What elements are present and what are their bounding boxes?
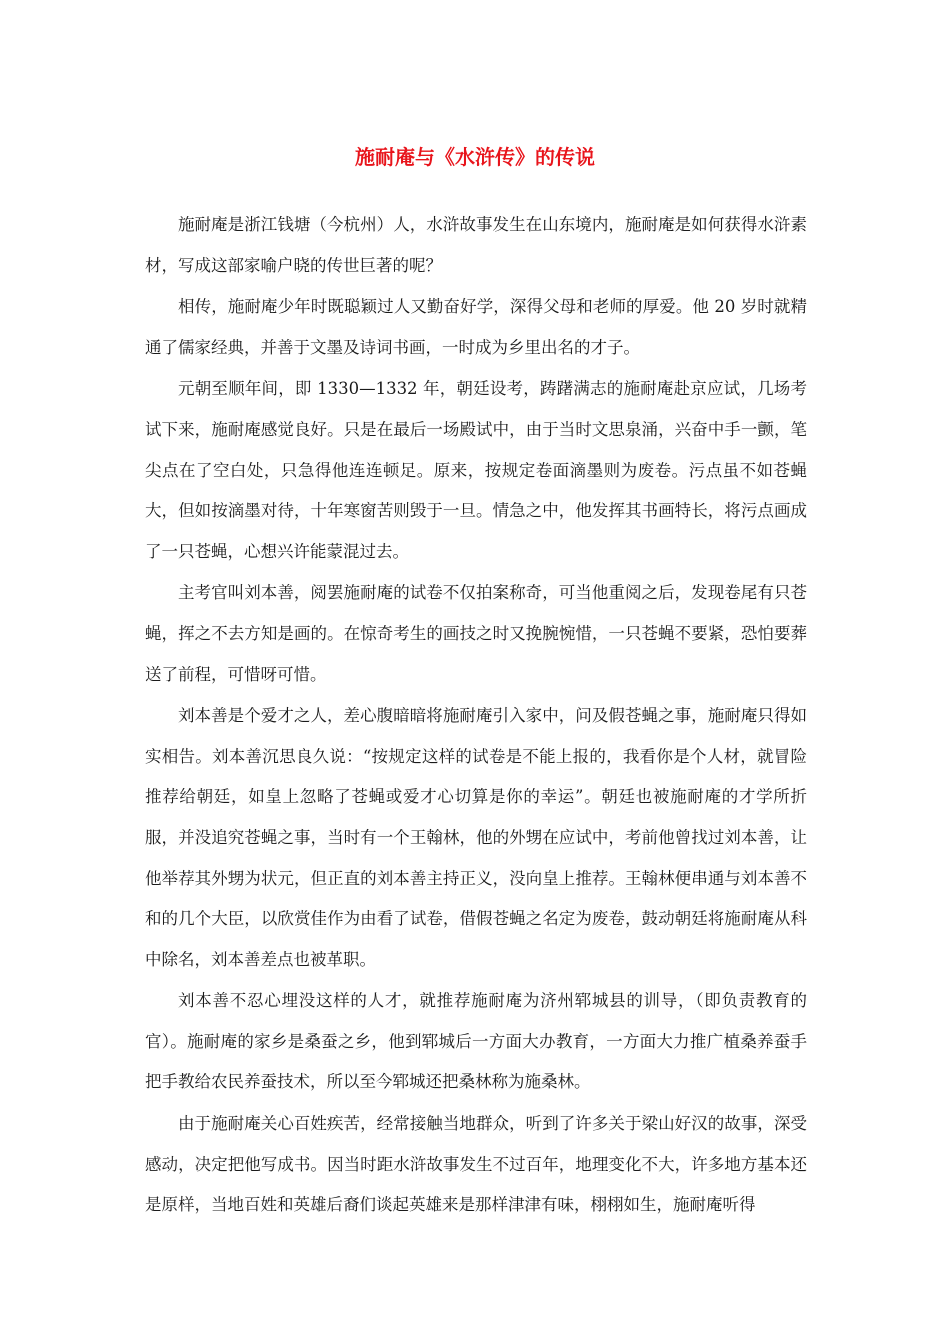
document-body: [145, 205, 807, 1227]
paragraph: 施耐庵是浙江钱塘（今杭州）人，水浒故事发生在山东境内，施耐庵是如何获得水浒素材，写成这部家喻户晓的传世巨著的呢？: [145, 215, 807, 275]
paragraph: 相传，施耐庵少年时既聪颖过人又勤奋好学，深得父母和老师的厚爱。他 20 岁时就精通了儒家经典，并善于文墨及诗词书画，一时成为乡里出名的才子。: [145, 297, 807, 357]
paragraph: 主考官叫刘本善，阅罢施耐庵的试卷不仅拍案称奇，可当他重阅之后，发现卷尾有只苍蝇，挥之不去方知是画的。在惊奇考生的画技之时又挽腕惋惜，一只苍蝇不要紧，恐怕要葬送了前程，可惜呀可惜。: [145, 583, 807, 684]
paragraph: 元朝至顺年间，即 1330—1332 年，朝廷设考，踌躇满志的施耐庵赴京应试，几场考试下来，施耐庵感觉良好。只是在最后一场殿试中，由于当时文思泉涌，兴奋中手一颤，笔尖点在了空白处，只急得他连连顿足。原来，按规定卷面滴墨则为废卷。污点虽不如苍蝇大，但如按滴墨对待，十年寒窗苦则毁于一旦。情急之中，他发挥其书画特长，将污点画成了一只苍蝇，心想兴许能蒙混过去。: [145, 379, 807, 561]
paragraph: 刘本善不忍心埋没这样的人才，就推荐施耐庵为济州郓城县的训导，（即负责教育的官）。施耐庵的家乡是桑蚕之乡，他到郓城后一方面大办教育，一方面大力推广植桑养蚕手把手教给农民养蚕技术，所以至今郓城还把桑林称为施桑林。: [145, 991, 807, 1092]
paragraph: 由于施耐庵关心百姓疾苦，经常接触当地群众，听到了许多关于梁山好汉的故事，深受感动，决定把他写成书。因当时距水浒故事发生不过百年，地理变化不大，许多地方基本还是原样，当地百姓和英雄后裔们谈起英雄来是那样津津有味，栩栩如生，施耐庵听得: [145, 1114, 807, 1215]
document-title: 施耐庵与《水浒传》的传说: [355, 145, 595, 169]
paragraph: 刘本善是个爱才之人，差心腹暗暗将施耐庵引入家中，问及假苍蝇之事，施耐庵只得如实相告。刘本善沉思良久说：“按规定这样的试卷是不能上报的，我看你是个人材，就冒险推荐给朝廷，如皇上忽略了苍蝇或爱才心切算是你的幸运”。朝廷也被施耐庵的才学所折服，并没追究苍蝇之事，当时有一个王翰林，他的外甥在应试中，考前他曾找过刘本善，让他举荐其外甥为状元，但正直的刘本善主持正义，没向皇上推荐。王翰林便串通与刘本善不和的几个大臣，以欣赏佳作为由看了试卷，借假苍蝇之名定为废卷，鼓动朝廷将施耐庵从科中除名，刘本善差点也被革职。: [145, 706, 807, 969]
